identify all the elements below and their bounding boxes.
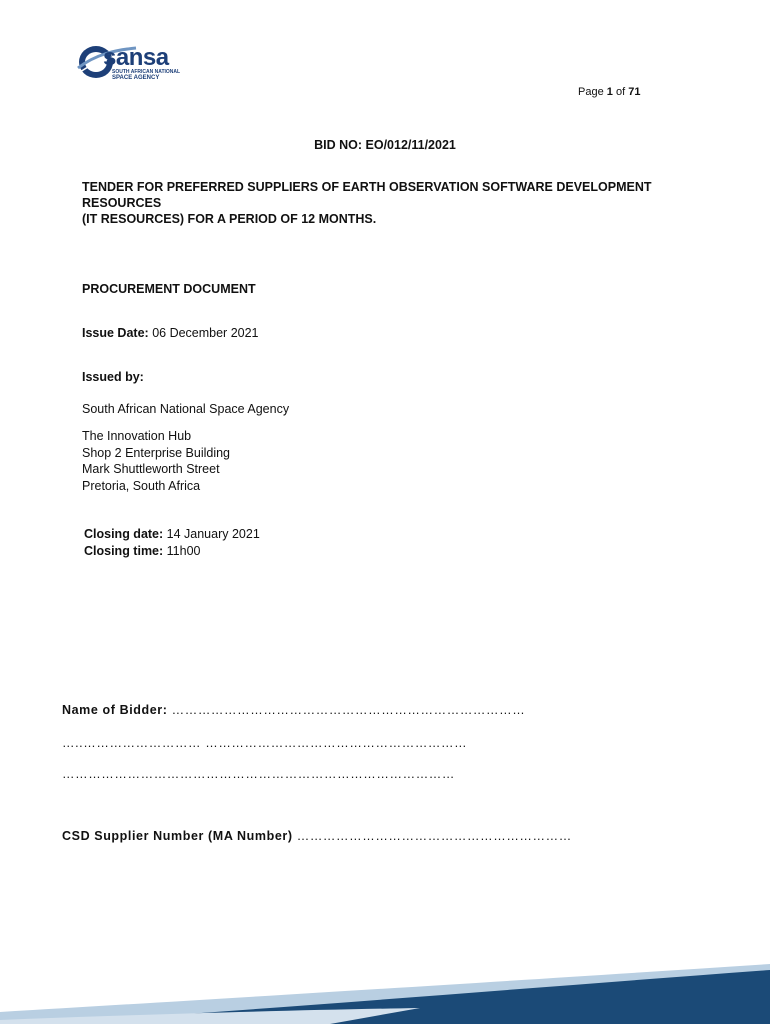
issue-date: Issue Date: 06 December 2021	[82, 326, 259, 340]
document-type: PROCUREMENT DOCUMENT	[82, 282, 256, 296]
tender-title: TENDER FOR PREFERRED SUPPLIERS OF EARTH OBSERVATION SOFTWARE DEVELOPMENT RESOURCES (IT RESOURCES) FOR A PERIOD OF 12 MONTHS.	[82, 180, 652, 226]
closing-info	[84, 526, 260, 559]
closing-date: Closing date: 14 January 2021	[84, 527, 260, 541]
bid-number: BID NO: EO/012/11/2021	[314, 138, 456, 152]
bidder-name-line-2[interactable]: …..……………………… ……………………………………………………	[62, 736, 468, 750]
address-line: Shop 2 Enterprise Building	[82, 445, 231, 460]
address-line: The Innovation Hub	[82, 429, 192, 443]
address-block	[82, 428, 230, 494]
logo-subtitle: SOUTH AFRICAN NATIONAL SPACE AGENCY	[112, 69, 181, 81]
agency-name: South African National Space Agency	[82, 402, 290, 416]
bidder-name-field[interactable]: Name of Bidder: ………………………………………………………………………	[62, 703, 526, 717]
closing-time: Closing time: 11h00	[84, 543, 201, 558]
page-number: Page 1 of 71	[578, 86, 641, 98]
address-line: Mark Shuttleworth Street	[82, 462, 220, 476]
footer-swoosh-icon	[0, 960, 770, 1024]
address-line: Pretoria, South Africa	[82, 478, 201, 493]
csd-supplier-number-field[interactable]: CSD Supplier Number (MA Number) ………………………………………………………	[62, 829, 572, 843]
issued-by-label: Issued by:	[82, 370, 144, 384]
logo-wordmark: sansa	[103, 44, 169, 71]
bidder-name-line-3[interactable]: ………………………………………………………………………………	[62, 767, 455, 781]
